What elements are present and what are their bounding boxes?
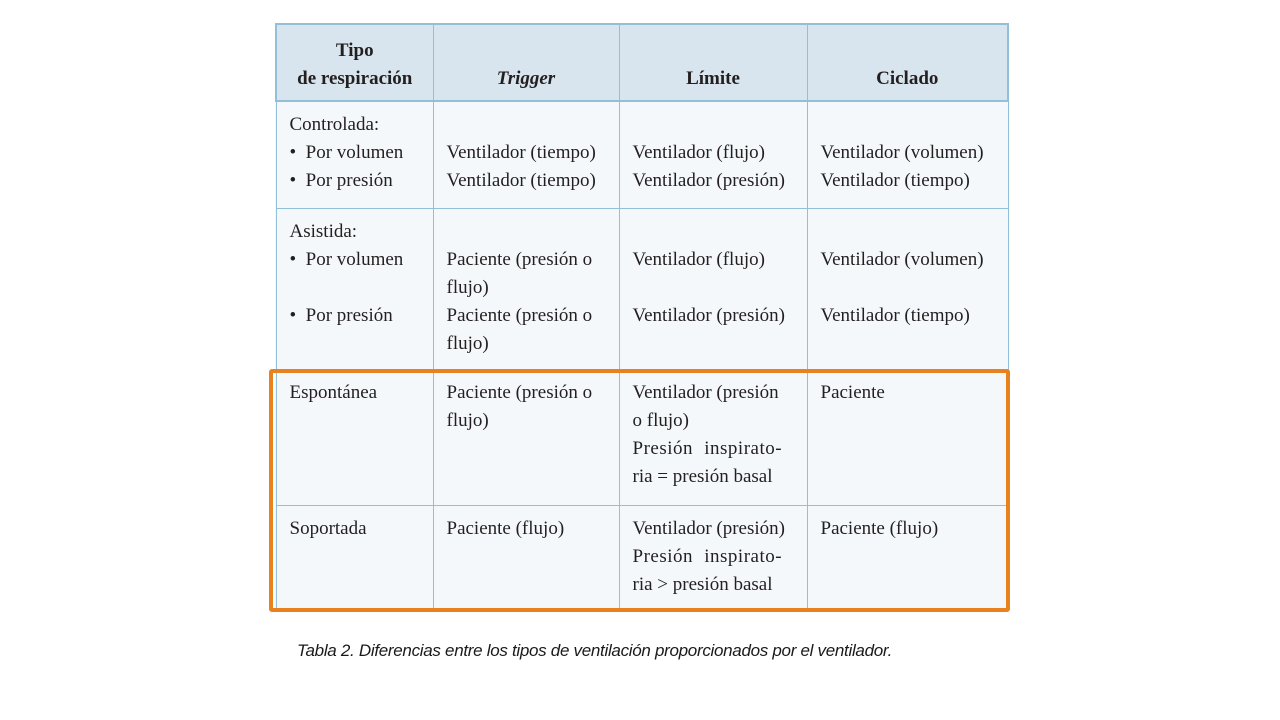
- cell-text: Ventilador (presión): [632, 170, 785, 191]
- bullet-item: • Por volumen: [290, 139, 427, 167]
- cell-limite: [619, 505, 807, 608]
- table-caption: Tabla 2. Diferencias entre los tipos de ventilación proporcionados por el ventilador.: [297, 641, 893, 660]
- cell-limite: [619, 369, 807, 505]
- cell-ciclado: [807, 369, 1008, 505]
- cell-tipo: [276, 369, 433, 505]
- cell-trigger: [433, 101, 619, 208]
- cell-tipo: [276, 101, 433, 208]
- cell-text: Ventilador (tiempo): [820, 304, 970, 326]
- cell-ciclado: [807, 208, 1008, 369]
- header-tipo-line2: de respiración: [297, 68, 413, 89]
- cell-text: flujo): [446, 332, 489, 354]
- cell-ciclado: [807, 505, 1008, 608]
- header-limite: [619, 24, 807, 101]
- cell-limite: [619, 101, 807, 208]
- cell-text: ria > presión basal: [632, 573, 773, 595]
- cell-trigger: [433, 369, 619, 505]
- cell-text: Presión inspirato-: [632, 437, 783, 459]
- cell-text: Ventilador (tiempo): [446, 142, 596, 163]
- cell-text: Paciente (flujo): [446, 517, 565, 539]
- cell-ciclado: [807, 101, 1008, 208]
- header-trigger: [433, 24, 619, 101]
- bullet-item: • Por volumen: [290, 246, 427, 274]
- header-ciclado: [807, 24, 1008, 101]
- table-row-controlada: [276, 101, 1008, 208]
- row-title: Espontánea: [289, 381, 378, 403]
- header-row: [276, 24, 1008, 101]
- cell-text: Ventilador (tiempo): [446, 170, 596, 191]
- cell-text: Ventilador (volumen): [820, 248, 984, 270]
- header-trigger-label: Trigger: [496, 68, 556, 89]
- table-row-asistida: [276, 208, 1008, 369]
- cell-text: Paciente: [820, 381, 885, 403]
- cell-tipo: [276, 208, 433, 369]
- cell-text: Ventilador (presión: [632, 381, 779, 403]
- cell-trigger: [433, 505, 619, 608]
- header-ciclado-label: Ciclado: [876, 68, 939, 89]
- cell-text: o flujo): [632, 409, 689, 431]
- cell-limite: [619, 208, 807, 369]
- cell-text: Paciente (flujo): [820, 517, 939, 539]
- row-title: Asistida:: [289, 220, 358, 242]
- table-row-soportada: [276, 505, 1008, 608]
- cell-tipo: [276, 505, 433, 608]
- table-row-espontanea: [276, 369, 1008, 505]
- cell-text: ria = presión basal: [632, 465, 773, 487]
- cell-text: Ventilador (flujo): [632, 142, 765, 163]
- cell-text: Presión inspirato-: [632, 545, 783, 567]
- bullet-item: • Por presión: [290, 302, 427, 330]
- cell-text: flujo): [446, 409, 489, 431]
- cell-text: Ventilador (presión): [632, 304, 785, 326]
- ventilation-types-table: [275, 23, 1009, 609]
- header-tipo: [276, 24, 433, 101]
- cell-text: Ventilador (tiempo): [820, 170, 970, 191]
- cell-text: Ventilador (flujo): [632, 248, 765, 270]
- cell-text: Paciente (presión o: [446, 304, 593, 326]
- cell-trigger: [433, 208, 619, 369]
- cell-text: Paciente (presión o: [446, 381, 593, 403]
- bullet-item: • Por presión: [290, 167, 427, 195]
- row-title: Controlada:: [289, 114, 380, 135]
- cell-text: flujo): [446, 276, 489, 298]
- row-title: Soportada: [289, 517, 367, 539]
- header-tipo-line1: Tipo: [335, 40, 374, 61]
- header-limite-label: Límite: [686, 68, 740, 89]
- cell-text: Ventilador (volumen): [820, 142, 984, 163]
- cell-text: Ventilador (presión): [632, 517, 785, 539]
- cell-text: Paciente (presión o: [446, 248, 593, 270]
